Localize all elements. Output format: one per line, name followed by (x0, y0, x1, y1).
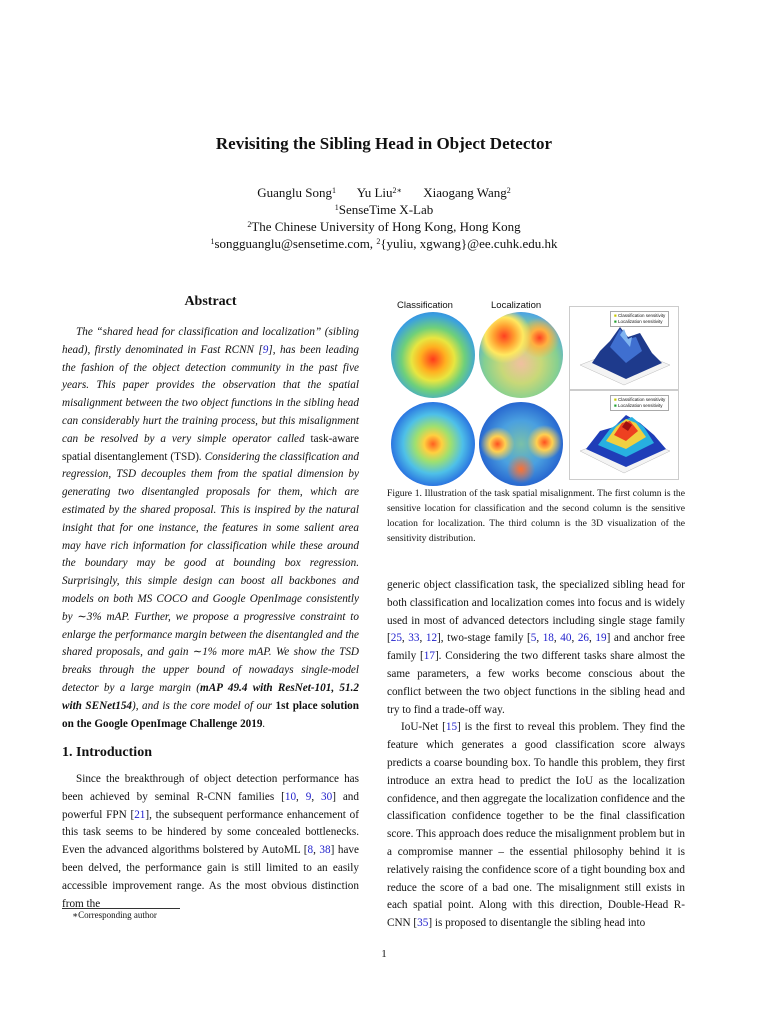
citation-link[interactable]: 35 (417, 917, 429, 930)
footnote-rule (62, 908, 180, 909)
author-emails: $^1$songguanglu@sensetime.com, $^2${yuliu, xgwang}@ee.cuhk.edu.hk (210, 236, 558, 251)
citation-link[interactable]: 25 (390, 632, 402, 645)
citation-link[interactable]: 38 (319, 844, 331, 857)
plot-legend: ■ Classification sensitivity ■ Localization sensitivity (610, 395, 669, 411)
paper-title: Revisiting the Sibling Head in Object Detector (215, 134, 553, 153)
column-label-classification: Classification (397, 300, 453, 311)
figure-caption: Figure 1. Illustration of the task spatial misalignment. The first column is the sensitive location for classification and the second column is the sensitive location for localization. The third column is the 3D visualization of the sensitivity distribution. (387, 488, 685, 544)
citation-link[interactable]: 17 (423, 650, 435, 663)
citation-link[interactable]: 21 (134, 808, 146, 821)
citation-link[interactable]: 18 (542, 632, 554, 645)
citation-link[interactable]: 9 (262, 343, 269, 356)
author-names: Guanglu Song$^1$ Yu Liu$^{2∗}$ Xiaogang Wang$^2$ (257, 185, 511, 200)
footnote: ∗Corresponding author (72, 910, 157, 920)
heatmap-localization-panda (479, 312, 563, 398)
citation-link[interactable]: 26 (577, 632, 590, 645)
right-column-text: generic object classification task, the specialized sibling head for both classification and localization comes into focus and is widely used in most of advanced detectors including single stage family [25, 33, 12], two-stage family [5, 18, 40, 26, 19] and anchor free family [17]. Considering the two different tasks share almost the same parameters, a few works become conscious about the conflict between the two object functions in the sibling head and try to find a trade-off way. IoU-Net [15] is the first to reveal this problem. They find the feature which generates a good classification score always predicts a coarse bounding box. To handle this problem, they first introduce an extra head to predict the IoU as the localization confidence, and then aggregate the localization confidence and the classification confidence together to be the final classification score. This approach does reduce the misalignment problem but in a compromise manner – the essential philosophy behind it is relatively raising the confidence score of a tight bounding box and reduce the score of a bad one. The misalignment still exists in each spatial point. Along with this direction, Double-Head R-CNN [35] is proposed to disentangle the sibling head into (387, 579, 686, 930)
author-name: Xiaogang Wang (423, 185, 507, 200)
citation-link[interactable]: 9 (305, 790, 312, 803)
heatmap-localization-object (479, 402, 563, 486)
citation-link[interactable]: 33 (408, 632, 420, 645)
citation-link[interactable]: 5 (530, 632, 537, 645)
column-label-localization: Localization (491, 300, 542, 311)
citation-link[interactable]: 10 (284, 790, 297, 803)
citation-link[interactable]: 15 (445, 721, 458, 734)
page-number: 1 (381, 948, 387, 960)
author-name: Yu Liu (356, 185, 393, 200)
citation-link[interactable]: 19 (595, 632, 607, 645)
introduction-text: Since the breakthrough of object detection performance has been achieved by seminal R-CNN families [10, 9, 30] and powerful FPN [21], the subsequent performance enhancement of this task seems to be hindered by some concealed bottlenecks. Even the advanced algorithms bolstered by AutoML [8, 38] have been delved, the performance gain is still limited to an easily accessible improvement range. As the most obvious distinction from the (62, 773, 359, 910)
abstract-text: The “shared head for classification and localization” (sibling head), firstly denominated in Fast RCNN [9], has been leading the fashion of the object detection community in the past five years. This paper provides the observation that the spatial misalignment between the two object functions in the sibling head can considerably hurt the training process, but this misalignment can be resolved by a very simple operator called task-aware spatial disentanglement (TSD). Considering the classification and regression, TSD decouples them from the spatial dimension by generating two disentangled proposals for them, which are estimated by the shared proposal. This is inspired by the natural insight that for one instance, the features in some salient area may have rich information for classification while these around the boundary may be good at bounding box regression. Surprisingly, this simple design can boost all backbones and models on both MS COCO and Google OpenImage consistently by ∼3% mAP. Further, we propose a progressive constraint to enlarge the performance margin between the disentangled and the shared proposals, and gain ∼1% more mAP. We show the TSD breaks through the upper bound of nowadays single-model detector by a large margin (mAP 49.4 with ResNet-101, 51.2 with SENet154), and is the core model of our 1st place solution on the Google OpenImage Challenge 2019. (62, 326, 359, 730)
author-block (0, 184, 768, 252)
affiliation-1: $^1$SenseTime X-Lab (334, 202, 434, 217)
citation-link[interactable]: 12 (425, 632, 438, 645)
author-name: Guanglu Song (257, 185, 332, 200)
section-heading-introduction: 1. Introduction (62, 745, 152, 760)
citation-link[interactable]: 30 (321, 790, 333, 803)
citation-link[interactable]: 8 (307, 844, 314, 857)
affiliation-2: $^2$The Chinese University of Hong Kong, Hong Kong (247, 219, 521, 234)
surface-plot-localization (569, 390, 679, 480)
plot-legend: ■ Classification sensitivity ■ Localization sensitivity (610, 311, 669, 327)
figure-1 (387, 296, 685, 476)
abstract-heading: Abstract (184, 294, 237, 309)
surface-plot-classification (569, 306, 679, 390)
citation-link[interactable]: 40 (560, 632, 572, 645)
heatmap-classification-panda (391, 312, 475, 398)
heatmap-classification-object (391, 402, 475, 486)
